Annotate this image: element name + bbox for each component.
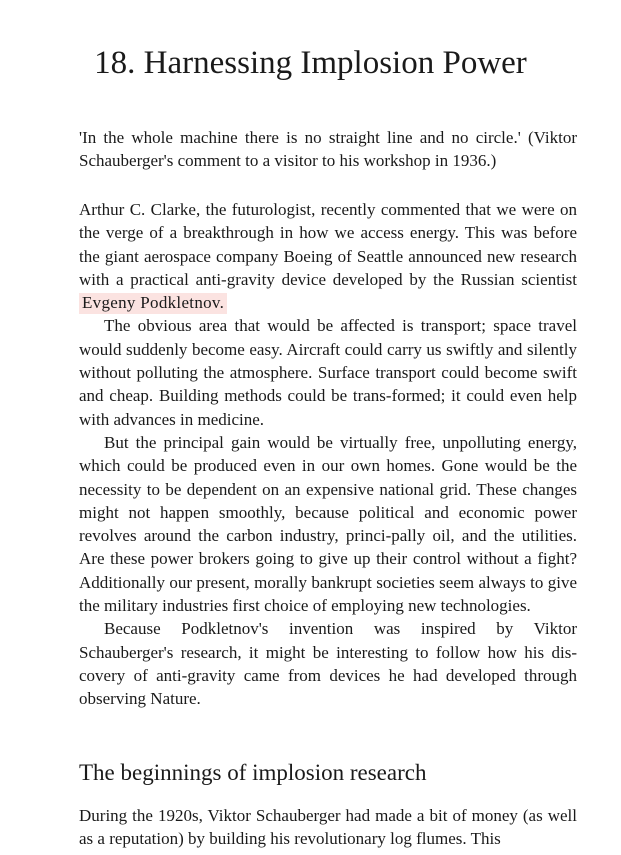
intro-paragraph-1-text: Arthur C. Clarke, the futurologist, recently commented that we were on the verge of a breakthrough in how we access energy. This was before the giant aerospace company Boeing of Seattle announced new research with a practical anti-gravity device developed by the Russian scientist — [79, 200, 577, 289]
intro-paragraph-4: Because Podkletnov's invention was inspired by Viktor Schauberger's research, it might be interesting to follow how his dis-covery of anti-gravity came from devices he had developed through observing Nature. — [79, 619, 577, 709]
intro-paragraph-1 — [79, 198, 577, 314]
epigraph-quote: 'In the whole machine there is no straight line and no circle.' — [79, 128, 521, 147]
epigraph-attribution: (Viktor Schauberger's comment to a visitor to his workshop in 1936.) — [79, 128, 577, 171]
highlighted-name[interactable]: Evgeny Podkletnov. — [79, 293, 227, 314]
chapter-title: 18. Harnessing Implosion Power — [94, 45, 527, 81]
section-heading: The beginnings of implosion research — [79, 760, 427, 785]
intro-paragraph-3: But the principal gain would be virtually free, unpolluting energy, which could be produced even in our own homes. Gone would be the necessity to be dependent on an expensive national grid. These changes might not happen smoothly, because political and economic power revolves around the carbon industry, princi-pally oil, and the utilities. Are these power brokers going to give up their control without a fight? Additionally our present, morally bankrupt societies seem always to give the military industries first choice of employing new technologies. — [79, 432, 577, 616]
epigraph — [79, 126, 577, 173]
intro-section — [79, 198, 577, 711]
intro-paragraph-2: The obvious area that would be affected is transport; space travel would suddenly become easy. Aircraft could carry us swiftly and silently without polluting the atmosphere. Surface transport could become swift and cheap. Building methods could be trans-formed; it could even help with advances in medicine. — [79, 316, 577, 429]
section-paragraph-1: During the 1920s, Viktor Schauberger had made a bit of money (as well as a reputation) by building his revolutionary log flumes. This — [79, 806, 577, 849]
epigraph-text — [79, 126, 577, 173]
section-body — [79, 804, 577, 851]
